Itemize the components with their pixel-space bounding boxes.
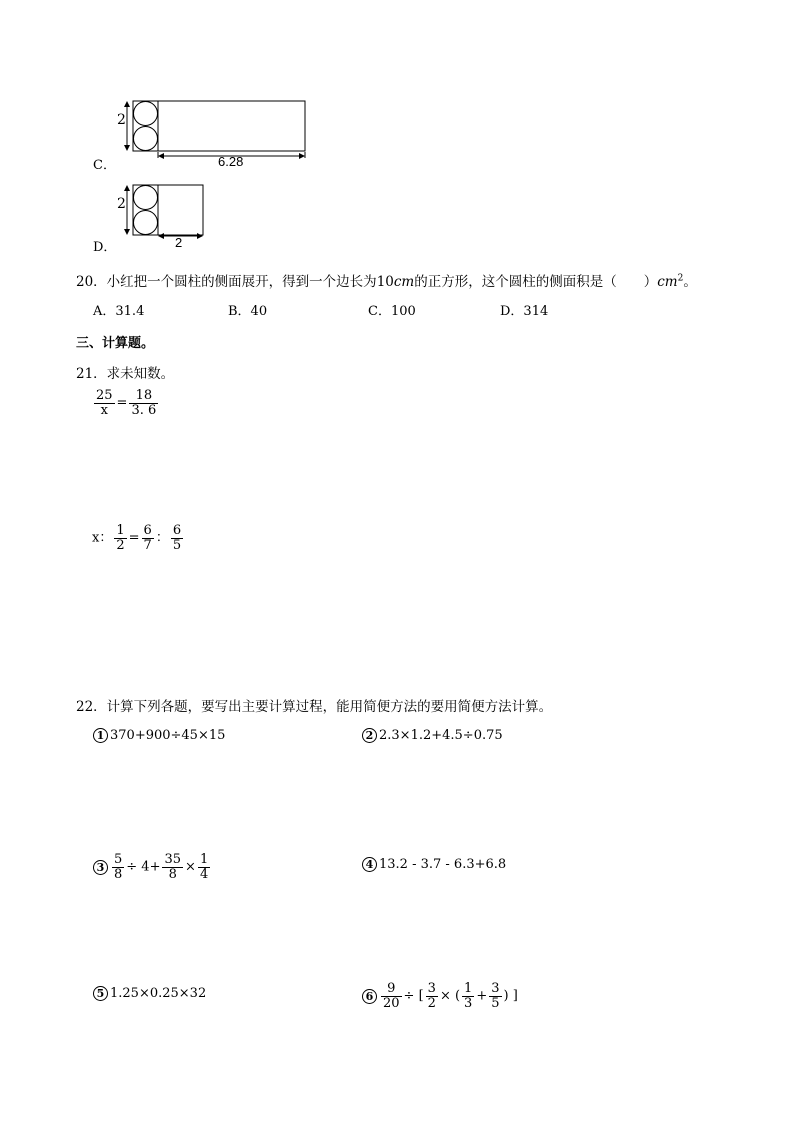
- q22-p3-frac-1: $\frac{5}{8}$: [114, 852, 123, 882]
- q22-p6-div: ÷ [: [403, 988, 424, 1004]
- q22-p6-frac-2: $\frac{3}{2}$: [427, 981, 436, 1011]
- q22-p1-expr: 370+900÷45×15: [110, 728, 226, 743]
- q22-p3-number: 3: [93, 860, 108, 875]
- q22-p6-plus: +: [476, 988, 488, 1004]
- q22-problem-2: [362, 728, 503, 743]
- question-22: 22．计算下列各题，要写出主要计算过程，能用简便方法的要用简便方法计算。: [76, 699, 553, 715]
- q22-p3-frac-2: $\frac{35}{8}$: [164, 852, 182, 882]
- q22-p2-number: 2: [362, 728, 377, 743]
- q22-p2-expr: 2.3×1.2+4.5÷0.75: [379, 728, 503, 743]
- q22-problem-4: [362, 857, 506, 872]
- q22-p6-close: ) ]: [503, 988, 518, 1004]
- q22-p6-number: 6: [362, 989, 377, 1004]
- question-20: [76, 270, 697, 290]
- q21-eq2-x: x：: [92, 530, 113, 546]
- q20-text-mid: 的正方形，这个圆柱的侧面积是（ ）: [414, 274, 658, 290]
- option-c-label: C．: [93, 158, 116, 173]
- q21-eq2-frac-1: $\frac{1}{2}$: [116, 523, 125, 553]
- q22-p6-frac-4: $\frac{3}{5}$: [491, 981, 500, 1011]
- q21-eq2-frac-3: $\frac{6}{5}$: [172, 523, 182, 553]
- q22-p3-mid: ÷ 4+: [126, 859, 161, 875]
- q22-problem-5: [93, 986, 206, 1001]
- q21-eq2-frac-2: $\frac{6}{7}$: [143, 523, 152, 553]
- q21-equation-1: [92, 389, 160, 417]
- figure-d-height: 2: [117, 196, 126, 212]
- section-3-title: 三、计算题。: [76, 336, 155, 351]
- q21-eq2-equals: =: [128, 530, 140, 546]
- figure-c-width: 6.28: [218, 154, 244, 169]
- q22-p3-frac-3: $\frac{1}{4}$: [199, 852, 209, 882]
- option-d-label: D．: [93, 240, 117, 255]
- figure-d-diagram: [110, 178, 210, 246]
- figure-c-height: 2: [117, 112, 126, 128]
- q21-eq1-frac-1: $\frac{25}{x}$: [96, 388, 113, 418]
- q22-p5-expr: 1.25×0.25×32: [110, 986, 207, 1001]
- q22-p4-expr: 13.2 - 3.7 - 6.3+6.8: [379, 857, 507, 872]
- q22-p6-times: × (: [439, 988, 461, 1004]
- q21-eq1-equals: =: [116, 395, 128, 411]
- q22-p3-times: ×: [185, 859, 196, 875]
- q20-option-a: A．31.4: [93, 304, 145, 319]
- q22-p1-number: 1: [93, 728, 108, 743]
- q22-p5-number: 5: [93, 986, 108, 1001]
- q22-problem-1: [93, 728, 225, 743]
- q20-option-d: D．314: [500, 304, 549, 319]
- q22-p4-number: 4: [362, 857, 377, 872]
- q20-option-c: C．100: [368, 304, 416, 319]
- q20-value: 10: [376, 274, 394, 290]
- q21-equation-2: [92, 524, 185, 552]
- q20-option-b: B．40: [228, 304, 268, 319]
- figure-c-diagram: [110, 94, 315, 169]
- q20-end: 。: [683, 274, 697, 290]
- figure-d-width: 2: [175, 235, 183, 250]
- q22-problem-6: [362, 982, 518, 1010]
- q20-unit: cm: [393, 274, 415, 290]
- q22-p6-frac-3: $\frac{1}{3}$: [464, 981, 473, 1011]
- q21-eq1-frac-2: $\frac{18}{3. 6}$: [131, 388, 157, 418]
- q20-text-before: 20．小红把一个圆柱的侧面展开，得到一个边长为: [76, 274, 377, 290]
- q20-unit-sup: 2: [677, 273, 684, 284]
- q22-problem-3: [93, 853, 212, 881]
- question-21: 21．求未知数。: [76, 366, 175, 382]
- q21-eq2-colon: ：: [155, 530, 169, 546]
- q22-p6-frac-1: $\frac{9}{20}$: [383, 981, 400, 1011]
- q20-unit2: cm: [657, 274, 678, 290]
